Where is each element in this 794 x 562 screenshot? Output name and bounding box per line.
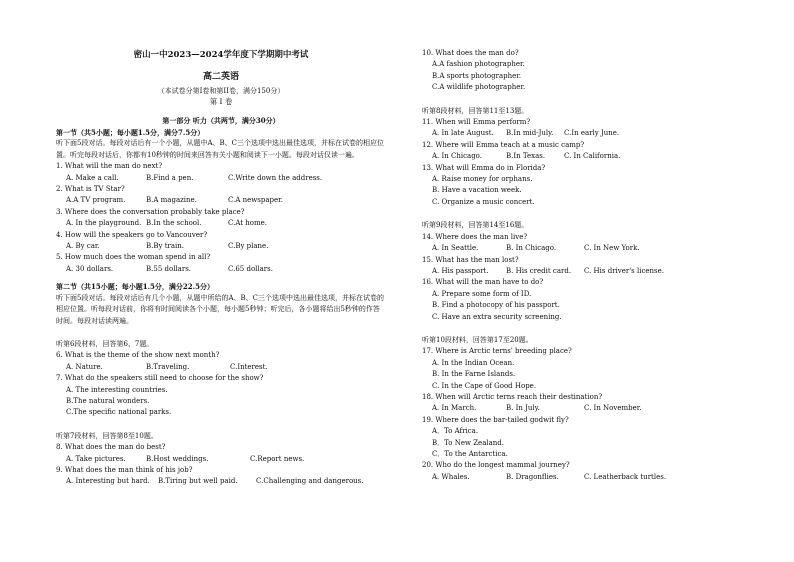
right-column bbox=[422, 48, 752, 483]
material-7-heading: 听第7段材料，回答第8至10题。 bbox=[56, 431, 158, 440]
question-text: 4. How will the speakers go to Vancouver? bbox=[56, 230, 208, 239]
option-a: A. Make a call. bbox=[66, 173, 119, 182]
question-text: 18. When will Arctic terns reach their destination? bbox=[422, 392, 603, 401]
question-options bbox=[56, 264, 386, 275]
option-b: B. In the Farne Islands. bbox=[432, 370, 516, 379]
option-c: C. In the Cape of Good Hope. bbox=[432, 381, 537, 390]
option-a: A. In late August. bbox=[432, 129, 494, 138]
option-c: C.A newspaper. bbox=[228, 196, 283, 205]
question-11 bbox=[422, 117, 752, 140]
option-c: C.By plane. bbox=[228, 242, 269, 251]
question-text: 11. When will Emma perform? bbox=[422, 118, 531, 127]
question-4 bbox=[56, 230, 386, 253]
question-8 bbox=[56, 442, 386, 465]
option-b: B.A magazine. bbox=[146, 196, 197, 205]
question-19 bbox=[422, 415, 752, 461]
option-c: C. In California. bbox=[564, 152, 621, 161]
option-c: C.Write down the address. bbox=[228, 173, 323, 182]
option-c: C. Have an extra security screening. bbox=[432, 312, 562, 321]
option-c: C.A wildlife photographer. bbox=[432, 83, 526, 92]
question-14 bbox=[422, 232, 752, 255]
question-2 bbox=[56, 184, 386, 207]
option-b: B.By train. bbox=[146, 242, 184, 251]
question-text: 17. Where is Arctic terns' breeding place? bbox=[422, 347, 572, 356]
option-a: A. Whales. bbox=[432, 472, 470, 481]
question-10 bbox=[422, 48, 752, 94]
exam-note: （本试卷分第I卷和第II卷，满分150分） bbox=[157, 87, 285, 95]
option-b: B.In Texas. bbox=[506, 152, 546, 161]
part-one-title: 第一部分 听力（共两节，满分30分） bbox=[162, 116, 280, 125]
option-b: B. In July. bbox=[506, 404, 540, 413]
question-text: 15. What has the man lost? bbox=[422, 255, 519, 264]
question-6 bbox=[56, 350, 386, 373]
volume-label: 第 I 卷 bbox=[209, 97, 233, 106]
question-options bbox=[422, 128, 752, 139]
option-c: C. Leatherback turtles. bbox=[584, 472, 667, 481]
material-6-heading: 听第6段材料，回答第6、7题。 bbox=[56, 339, 154, 348]
question-15 bbox=[422, 255, 752, 278]
question-17 bbox=[422, 346, 752, 392]
question-text: 13. What will Emma do in Florida? bbox=[422, 163, 546, 172]
option-a: A. In the Indian Ocean. bbox=[432, 358, 515, 367]
question-options bbox=[422, 266, 752, 277]
option-a: A. The interesting countries. bbox=[66, 385, 168, 394]
question-18 bbox=[422, 392, 752, 415]
option-a: A. In the playground. bbox=[66, 219, 142, 228]
question-text: 8. What does the man do best? bbox=[56, 443, 166, 452]
question-text: 7. What do the speakers still need to choose for the show? bbox=[56, 374, 264, 383]
question-text: 12. Where will Emma teach at a music camp? bbox=[422, 140, 585, 149]
option-a: A. Prepare some form of ID. bbox=[432, 289, 532, 298]
option-c: C.At home. bbox=[228, 219, 268, 228]
option-b: B.A sports photographer. bbox=[432, 71, 522, 80]
option-a: A．To Africa. bbox=[432, 427, 479, 436]
question-text: 10. What does the man do? bbox=[422, 49, 519, 57]
material-9-heading: 听第9段材料，回答第14至16题。 bbox=[422, 221, 529, 230]
question-text: 19. Where does the bar-tailed godwit fly? bbox=[422, 415, 569, 424]
section-one-instructions: 听下面5段对话。每段对话后有一个小题，从题中A、B、C三个选项中选出最佳选项，并标在试卷的相应位置。听完每段对话后，你都有10秒钟的时间来回答有关小题和阅读下一小题。每段对话仅读一遍。 bbox=[56, 139, 385, 159]
option-c: C. His driver's license. bbox=[584, 266, 664, 275]
option-c: C. Organize a music concert. bbox=[432, 197, 535, 206]
option-c: C. In November. bbox=[584, 404, 642, 413]
option-a: A. Interesting but hard. bbox=[66, 477, 150, 486]
question-options bbox=[422, 403, 752, 414]
option-b: B.In the school. bbox=[146, 219, 202, 228]
question-options bbox=[56, 454, 386, 465]
exam-title: 密山一中2023—2024学年度下学期期中考试 bbox=[133, 50, 309, 60]
question-text: 14. Where does the man live? bbox=[422, 232, 528, 241]
option-b: B.In mid-July. bbox=[506, 129, 554, 138]
question-20 bbox=[422, 460, 752, 483]
option-b: B. Have a vacation week. bbox=[432, 186, 522, 195]
question-text: 16. What will the man have to do? bbox=[422, 278, 544, 287]
option-b: B.55 dollars. bbox=[146, 264, 192, 273]
material-8-heading: 听第8段材料，回答第11至13题。 bbox=[422, 106, 529, 115]
section-two-instructions: 听下面5段对话。每段对话后有几个小题，从题中所给的A、B、C三个选项中选出最佳选项，并标在试卷的相应位置。听每段对话前，你将有时间阅读各个小题，每小题5秒钟；听完后，各小题将给出5秒钟的作答时间。每段对话读两遍。 bbox=[56, 293, 385, 325]
question-text: 9. What does the man think of his job? bbox=[56, 465, 193, 474]
option-a: A. By car. bbox=[66, 242, 100, 251]
question-3 bbox=[56, 207, 386, 230]
option-c: C. In New York. bbox=[584, 244, 640, 253]
option-c: C.Challenging and dangerous. bbox=[256, 477, 364, 486]
material-10-heading: 听第10段材料，回答第17至20题。 bbox=[422, 335, 533, 344]
option-b: B. Dragonflies. bbox=[506, 472, 559, 481]
option-b: B.The natural wonders. bbox=[66, 396, 150, 405]
question-options bbox=[56, 476, 386, 487]
question-16 bbox=[422, 277, 752, 323]
question-text: 20. Who do the longest mammal journey? bbox=[422, 461, 570, 470]
option-a: A.A fashion photographer. bbox=[432, 60, 525, 69]
option-a: A. His passport. bbox=[432, 266, 489, 275]
option-c: C．To the Antarctica. bbox=[432, 450, 508, 458]
option-b: B. In Chicago. bbox=[506, 244, 557, 253]
option-a: A. In Chicago. bbox=[432, 152, 482, 161]
option-c: C.Interest. bbox=[230, 362, 268, 371]
question-text: 2. What is TV Star? bbox=[56, 185, 125, 194]
question-options bbox=[56, 218, 386, 229]
question-text: 3. Where does the conversation probably take place? bbox=[56, 207, 245, 216]
question-12 bbox=[422, 140, 752, 163]
section-two-head: 第二节（共15小题；每小题1.5分，满分22.5分） bbox=[56, 282, 214, 292]
exam-subject: 高二英语 bbox=[202, 72, 239, 82]
option-a: A. In Seattle. bbox=[432, 244, 479, 253]
question-options bbox=[56, 173, 386, 184]
question-options bbox=[56, 362, 386, 373]
question-options bbox=[422, 151, 752, 162]
question-7 bbox=[56, 373, 386, 419]
question-options bbox=[56, 241, 386, 252]
option-b: B. His credit card. bbox=[506, 266, 572, 275]
option-a: A.A TV program. bbox=[66, 196, 126, 205]
question-options bbox=[56, 195, 386, 206]
question-options bbox=[422, 243, 752, 254]
option-b: B. Find a photocopy of his passport. bbox=[432, 301, 560, 310]
option-a: A. Raise money for orphans. bbox=[432, 175, 533, 184]
option-b: B.Find a pen. bbox=[146, 173, 194, 182]
option-c: C.65 dollars. bbox=[228, 264, 273, 273]
question-1 bbox=[56, 161, 386, 184]
option-b: B．To New Zealand. bbox=[432, 438, 504, 447]
left-column bbox=[56, 46, 386, 488]
option-c: C.In early June. bbox=[564, 129, 620, 138]
option-b: B.Tiring but well paid. bbox=[158, 477, 238, 486]
question-text: 6. What is the theme of the show next month? bbox=[56, 351, 220, 360]
option-b: B.Host weddings. bbox=[146, 454, 209, 463]
option-b: B.Traveling. bbox=[146, 362, 190, 371]
section-one-head: 第一节（共5小题；每小题1.5分，满分7.5分） bbox=[56, 128, 205, 137]
option-a: A. In March. bbox=[432, 404, 477, 413]
option-a: A. 30 dollars. bbox=[66, 264, 114, 273]
question-options bbox=[422, 472, 752, 483]
option-c: C.Report news. bbox=[250, 454, 305, 463]
question-text: 1. What will the man do next? bbox=[56, 162, 163, 171]
option-a: A. Take pictures. bbox=[66, 454, 126, 463]
question-9 bbox=[56, 465, 386, 488]
option-c: C.The specific national parks. bbox=[66, 408, 172, 417]
question-5 bbox=[56, 252, 386, 275]
option-a: A. Nature. bbox=[66, 362, 103, 371]
question-text: 5. How much does the woman spend in all? bbox=[56, 253, 211, 262]
question-13 bbox=[422, 163, 752, 209]
